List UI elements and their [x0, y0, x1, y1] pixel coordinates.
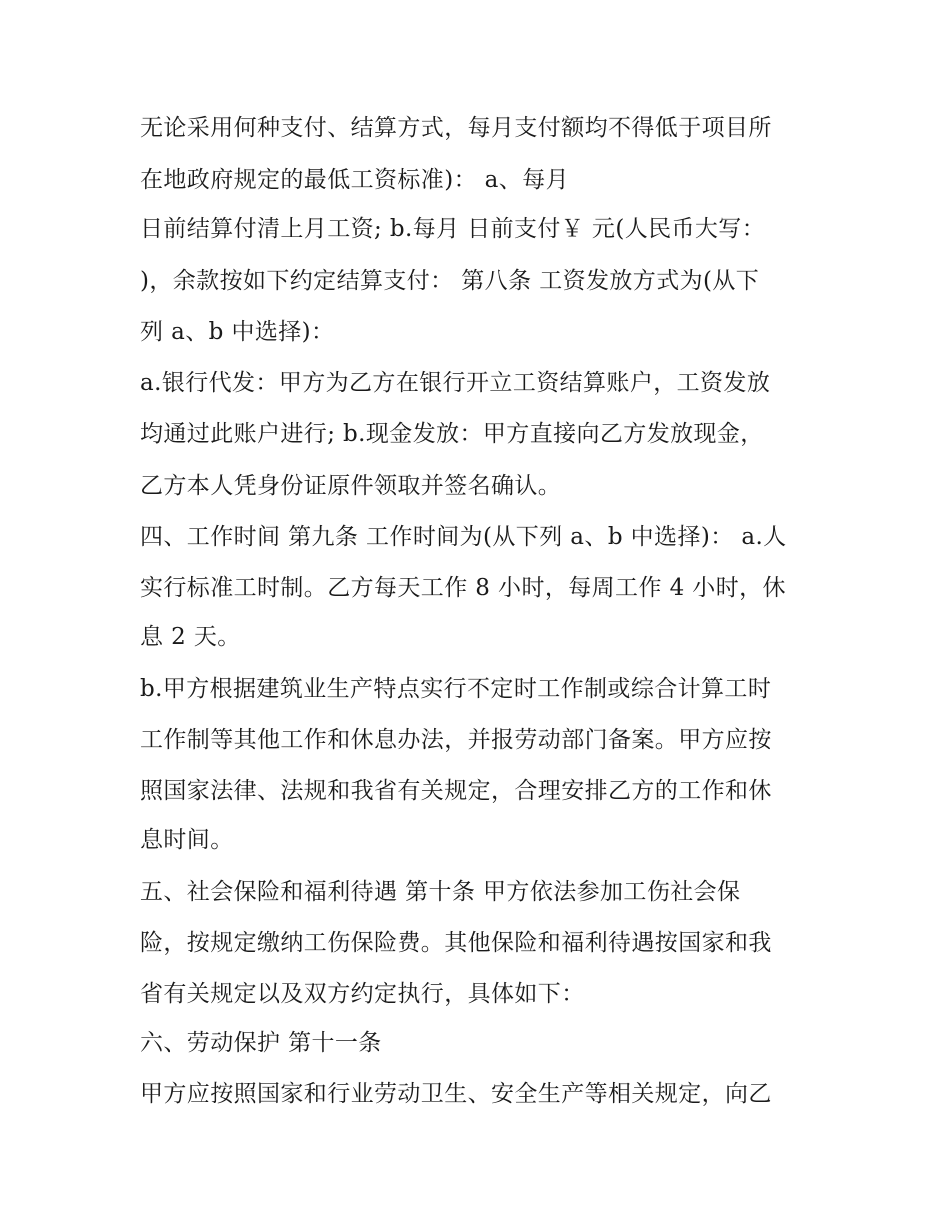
text-line: 甲方应按照国家和行业劳动卫生、安全生产等相关规定，向乙 — [140, 1081, 772, 1107]
text-line: 息时间。 — [140, 827, 234, 853]
text-line: 实行标准工时制。乙方每天工作 8 小时，每周工作 4 小时，休 — [140, 575, 786, 601]
text-line: 省有关规定以及双方约定执行，具体如下： — [140, 981, 585, 1007]
text-line: a.银行代发：甲方为乙方在银行开立工资结算账户，工资发放 — [140, 370, 771, 396]
text-line: 息 2 天。 — [140, 624, 241, 650]
text-line: b.甲方根据建筑业生产特点实行不定时工作制或综合计算工时 — [140, 676, 772, 702]
text-line: 均通过此账户进行; b.现金发放：甲方直接向乙方发放现金， — [140, 421, 764, 447]
text-line: 险，按规定缴纳工伤保险费。其他保险和福利待遇按国家和我 — [140, 930, 772, 956]
text-line: )，余款按如下约定结算支付： 第八条 工资发放方式为(从下 — [140, 268, 760, 294]
text-line: 在地政府规定的最低工资标准)： a、每月 — [140, 167, 569, 193]
text-line: 六、劳动保护 第十一条 — [140, 1030, 382, 1056]
text-line: 无论采用何种支付、结算方式，每月支付额均不得低于项目所 — [140, 115, 772, 141]
text-line: 五、社会保险和福利待遇 第十条 甲方依法参加工伤社会保 — [140, 879, 741, 905]
text-line: 照国家法律、法规和我省有关规定，合理安排乙方的工作和休 — [140, 778, 772, 804]
text-line: 工作制等其他工作和休息办法，并报劳动部门备案。甲方应按 — [140, 727, 772, 753]
text-line: 四、工作时间 第九条 工作时间为(从下列 a、b 中选择)： a.人 — [140, 524, 787, 550]
text-line: 乙方本人凭身份证原件领取并签名确认。 — [140, 473, 562, 499]
text-line: 日前结算付清上月工资; b.每月 日前支付￥ 元(人民币大写： — [140, 216, 766, 242]
text-line: 列 a、b 中选择)： — [140, 319, 335, 345]
